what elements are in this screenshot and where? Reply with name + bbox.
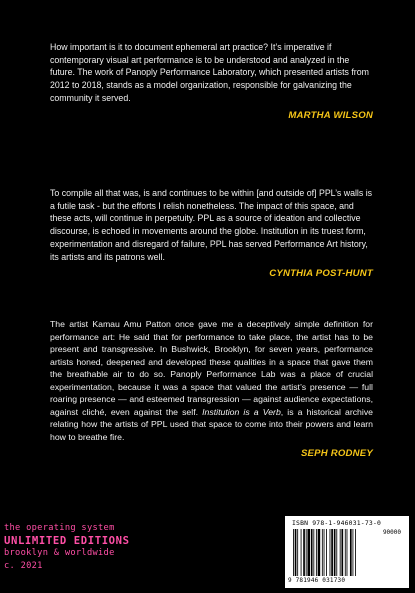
barcode-bar xyxy=(330,529,331,576)
barcode-bar xyxy=(336,529,337,576)
barcode-bar xyxy=(322,529,323,576)
quote-block-2 xyxy=(50,187,373,279)
publisher-imprint xyxy=(4,522,130,572)
barcode-number: 9 781946 031730 xyxy=(288,577,346,584)
barcode-bar xyxy=(341,529,343,576)
barcode-bar xyxy=(307,529,310,576)
quote-author: SEPH RODNEY xyxy=(300,448,373,459)
quote-block-1 xyxy=(50,41,373,121)
barcode-bar xyxy=(324,529,325,576)
barcode-bar xyxy=(311,529,313,576)
barcode-bar xyxy=(326,529,327,576)
barcode-bar xyxy=(295,529,297,576)
barcode-bar xyxy=(293,529,294,576)
quote-text-main: The artist Kamau Amu Patton once gave me a deceptively simple definition for performance art: He said that for performance to take place, the artist has to be present and transgressive. In Bushwick, Brooklyn, for seven years, performance artists honed, deepened and developed these qualities in a space that gave them the breathable air to do so. Panoply Performance Lab was a place of crucial experimentation, because it was a space that valued the artist’s presence — full roaring presence — and esteemed transgression — against audience expectations, against cliché, even against the self. xyxy=(50,319,373,417)
quote-text: To compile all that was, is and continues to be within [and outside of] PPL’s walls is a futile task - but the efforts I relish nonetheless. The impact of this space, and these acts, will continue in perpetuity. PPL as a source of ideation and collective discourse, is echoed in movements around the globe. Institution in its truest form, experimentation and disregard of failure, PPL has served Performance Art history, its artists and its patrons well. xyxy=(50,188,373,262)
quote-text-continued: , is a historical archive relating how the artists of PPL used that space to come into their powers and learn how to breathe fire. xyxy=(50,406,373,442)
imprint-name: UNLIMITED EDITIONS xyxy=(4,534,130,547)
publisher-location: brooklyn & worldwide xyxy=(4,548,115,558)
quote-text xyxy=(50,318,373,443)
barcode-bar xyxy=(355,529,356,576)
barcode-bar xyxy=(318,529,321,576)
quote-author: MARTHA WILSON xyxy=(288,109,373,121)
publisher-name: the operating system xyxy=(4,523,115,533)
barcode-bar xyxy=(331,529,333,576)
barcode-bar xyxy=(334,529,336,576)
book-title: Institution is a Verb xyxy=(202,406,281,417)
barcode-bar xyxy=(353,529,354,576)
quote-text: How important is it to document ephemeral art practice? It’s imperative if contemporary visual art performance is to be understood and analyzed in the future. The work of Panoply Performance Laboratory, which presented artists from 2012 to 2018, stands as a model organization, responsible for galvanizing the community it served. xyxy=(50,42,369,103)
barcode-bar xyxy=(345,529,346,576)
barcode-bar xyxy=(340,529,341,576)
barcode-bar xyxy=(303,529,305,576)
barcode-bar xyxy=(301,529,302,576)
barcode-bar xyxy=(316,529,317,576)
isbn-barcode xyxy=(285,516,409,588)
barcode-bar xyxy=(306,529,307,576)
barcode-bars xyxy=(293,529,401,576)
barcode-bar xyxy=(297,529,298,576)
barcode-bar xyxy=(347,529,348,576)
barcode-bar xyxy=(350,529,352,576)
barcode-bar xyxy=(313,529,314,576)
publication-year: c. 2021 xyxy=(4,560,43,571)
price-code: 90000 xyxy=(382,529,401,536)
isbn-label: ISBN 978-1-946031-73-0 xyxy=(292,519,382,527)
quote-block-3 xyxy=(50,318,373,459)
quote-author: CYNTHIA POST-HUNT xyxy=(269,268,373,280)
